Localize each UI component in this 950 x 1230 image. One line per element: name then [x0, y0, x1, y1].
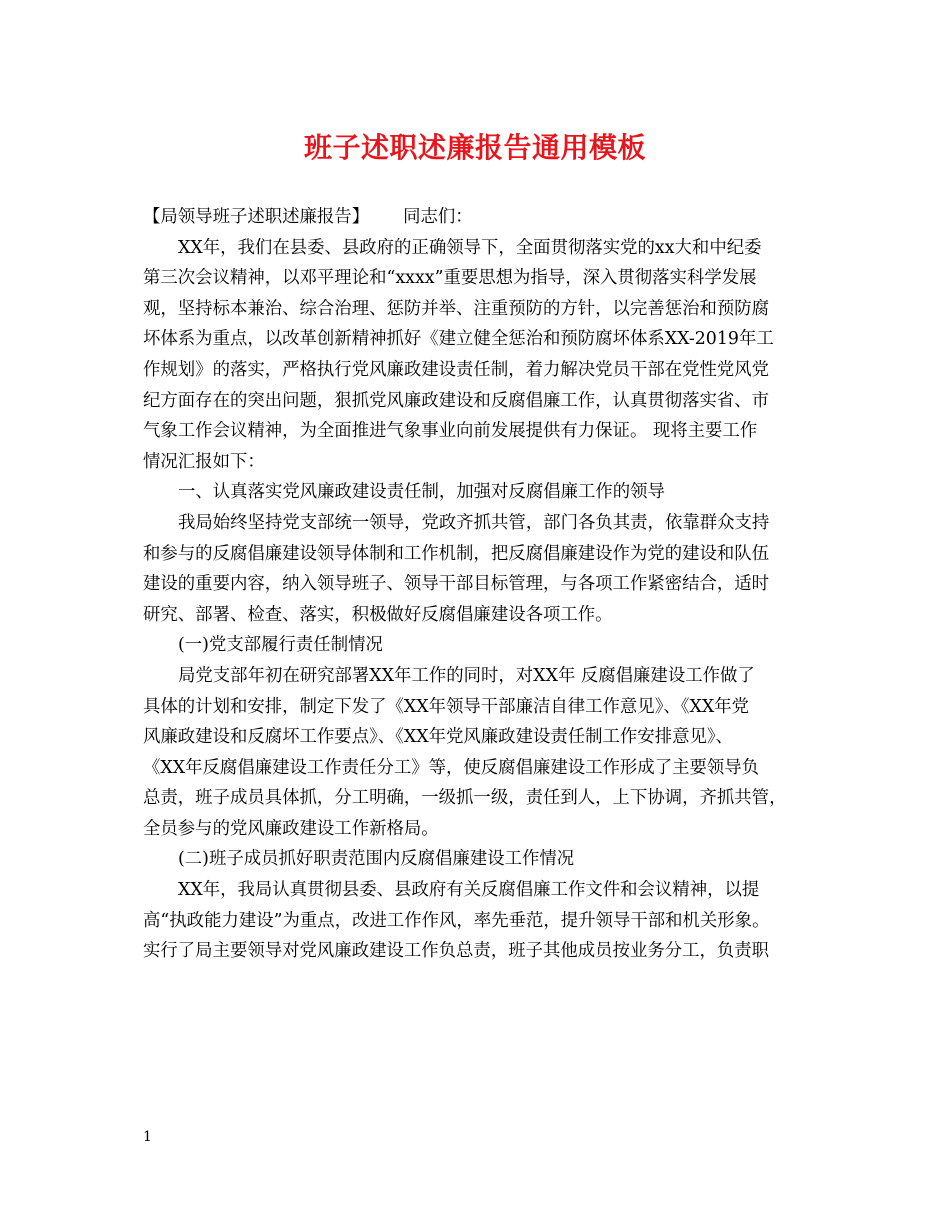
- body-line: 纪方面存在的突出问题，狠抓党风廉政建设和反腐倡廉工作，认真贯彻落实省、市: [143, 390, 770, 411]
- body-line: 局党支部年初在研究部署XX年工作的同时，对XX年 反腐倡廉建设工作做了: [178, 665, 755, 686]
- body-line: 实行了局主要领导对党风廉政建设工作负总责，班子其他成员按业务分工，负责职: [143, 941, 770, 962]
- body-line: 和参与的反腐倡廉建设领导体制和工作机制，把反腐倡廉建设作为党的建设和队伍: [143, 543, 770, 564]
- body-line: 风廉政建设和反腐坏工作要点》、《XX年党风廉政建设责任制工作安排意见》、: [143, 727, 733, 748]
- body-line: 作规划》的落实，严格执行党风廉政建设责任制，着力解决党员干部在党性党风党: [143, 359, 770, 380]
- body-line: 情况汇报如下：: [143, 451, 265, 472]
- body-line: 我局始终坚持党支部统一领导，党政齐抓共管，部门各负其责，依靠群众支持: [178, 512, 770, 533]
- body-line: 研究、部署、检查、落实，积极做好反腐倡廉建设各项工作。: [143, 604, 613, 625]
- opening-line: [143, 202, 810, 233]
- body-line: 建设的重要内容，纳入领导班子、领导干部目标管理，与各项工作紧密结合，适时: [143, 574, 770, 595]
- subsection-heading: (二)班子成员抓好职责范围内反腐倡廉建设工作情况: [178, 849, 575, 870]
- body-line: 坏体系为重点，以改革创新精神抓好《建立健全惩治和预防腐坏体系XX-2019年工: [143, 329, 774, 350]
- header-label: 【局领导班子述职述廉报告】: [143, 207, 370, 227]
- body-line: 总责，班子成员具体抓，分工明确，一级抓一级，责任到人，上下协调，齐抓共管，: [143, 788, 787, 809]
- subsection-heading: (一)党支部履行责任制情况: [178, 635, 383, 656]
- document-title: 班子述职述廉报告通用模板: [303, 131, 646, 164]
- document-body: [143, 202, 810, 967]
- salutation: 同志们：: [403, 207, 473, 227]
- body-line: 气象工作会议精神，为全面推进气象事业向前发展提供有力保证。 现将主要工作: [143, 421, 758, 442]
- page-number: 1: [143, 1129, 152, 1145]
- body-line: XX年，我局认真贯彻县委、县政府有关反腐倡廉工作文件和会议精神，以提: [178, 880, 760, 901]
- body-line: 具体的计划和安排，制定下发了《XX年领导干部廉洁自律工作意见》、《XX年党: [143, 696, 750, 717]
- body-line: 高“执政能力建设”为重点，改进工作作风，率先垂范，提升领导干部和机关形象。: [143, 910, 770, 931]
- body-line: 《XX年反腐倡廉建设工作责任分工》等，使反腐倡廉建设工作形成了主要领导负: [143, 757, 760, 778]
- body-line: 观，坚持标本兼治、综合治理、惩防并举、注重预防的方针，以完善惩治和预防腐: [143, 298, 770, 319]
- body-line: 全员参与的党风廉政建设工作新格局。: [143, 818, 439, 839]
- section-heading: 一、认真落实党风廉政建设责任制，加强对反腐倡廉工作的领导: [178, 482, 665, 503]
- body-line: 第三次会议精神，以邓平理论和“xxxx”重要思想为指导，深入贯彻落实科学发展: [143, 268, 757, 289]
- body-line: XX年，我们在县委、县政府的正确领导下，全面贯彻落实党的xx大和中纪委: [178, 237, 762, 258]
